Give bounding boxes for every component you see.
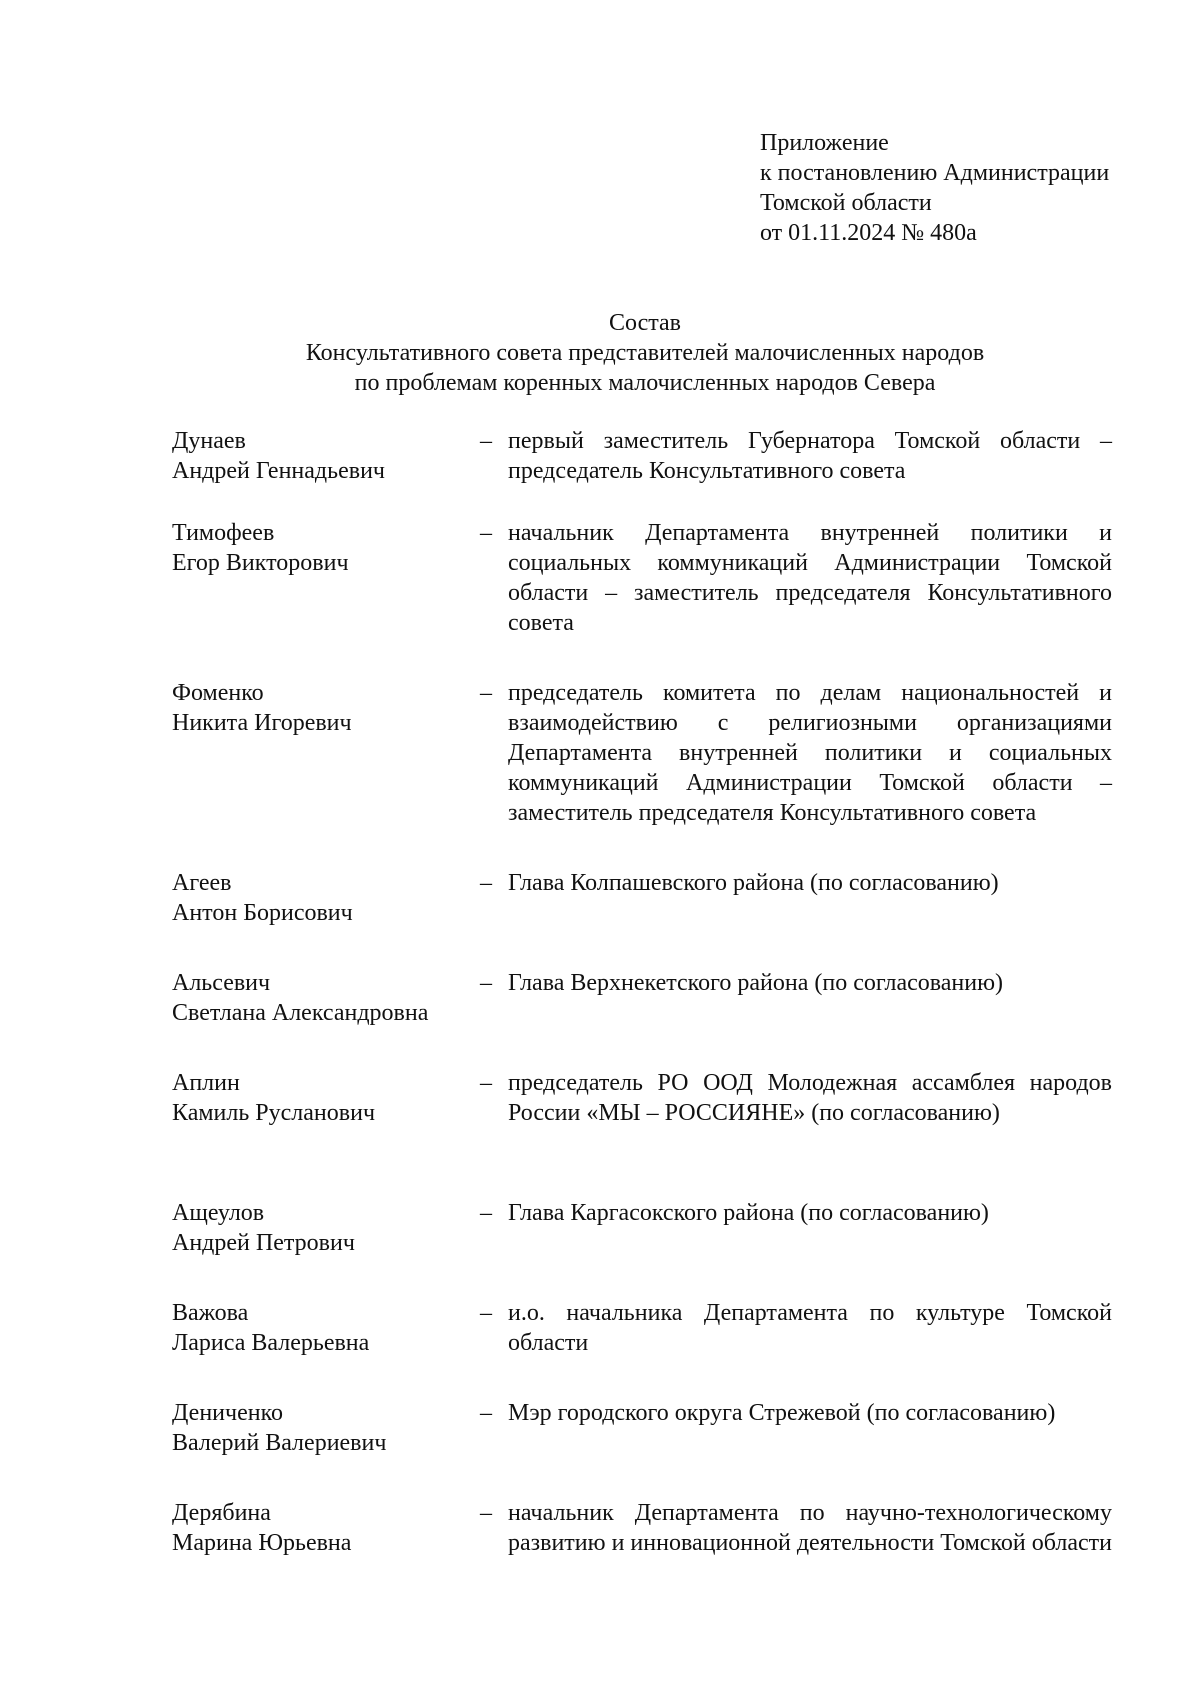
member-given-names: Антон Борисович <box>172 900 353 926</box>
member-position: начальник Департамента по научно-технологическому развитию и инновационной деятельности Томской области <box>508 1500 1112 1556</box>
title-line: по проблемам коренных малочисленных народов Севера <box>354 370 936 396</box>
member-name <box>172 868 480 928</box>
member-entry <box>172 518 1112 678</box>
member-entry <box>172 968 1112 1068</box>
title-line: Состав <box>608 310 682 336</box>
member-surname: Дениченко <box>172 1400 284 1426</box>
member-name <box>172 1498 480 1558</box>
member-dash: – <box>480 520 492 546</box>
member-surname: Тимофеев <box>172 520 275 546</box>
member-position: первый заместитель Губернатора Томской области – председатель Консультативного совета <box>508 428 1112 484</box>
member-entry <box>172 1298 1112 1398</box>
member-name <box>172 968 480 1028</box>
member-surname: Важова <box>172 1300 249 1326</box>
member-surname: Дунаев <box>172 428 246 454</box>
member-position: председатель комитета по делам национальностей и взаимодействию с религиозными организациями Департамента внутренней политики и социальных коммуникаций Администрации Томской области – заместитель председателя Консультативного совета <box>508 680 1112 826</box>
appendix-line: к постановлению Администрации <box>760 160 1110 186</box>
member-position: Глава Колпашевского района (по согласованию) <box>508 870 999 896</box>
member-dash: – <box>480 970 492 996</box>
member-given-names: Андрей Геннадьевич <box>172 458 385 484</box>
member-entry <box>172 1198 1112 1298</box>
member-position: и.о. начальника Департамента по культуре Томской области <box>508 1300 1112 1356</box>
member-dash: – <box>480 870 492 896</box>
member-surname: Фоменко <box>172 680 264 706</box>
member-name <box>172 678 480 738</box>
member-dash: – <box>480 1200 492 1226</box>
member-entry <box>172 1068 1112 1198</box>
appendix-block <box>760 128 1180 248</box>
member-position: Мэр городского округа Стрежевой (по согласованию) <box>508 1400 1056 1426</box>
member-given-names: Лариса Валерьевна <box>172 1330 370 1356</box>
document-title <box>150 308 1140 398</box>
member-position: Глава Верхнекетского района (по согласованию) <box>508 970 1004 996</box>
member-entry <box>172 678 1112 868</box>
member-surname: Альсевич <box>172 970 271 996</box>
member-position: начальник Департамента внутренней политики и социальных коммуникаций Администрации Томской области – заместитель председателя Консультативного совета <box>508 520 1112 636</box>
member-dash: – <box>480 1300 492 1326</box>
member-dash: – <box>480 1400 492 1426</box>
members-list <box>172 426 1112 1598</box>
member-name <box>172 1398 480 1458</box>
member-given-names: Камиль Русланович <box>172 1100 376 1126</box>
member-given-names: Андрей Петрович <box>172 1230 355 1256</box>
appendix-line: Приложение <box>760 130 889 156</box>
member-surname: Дерябина <box>172 1500 271 1526</box>
member-given-names: Егор Викторович <box>172 550 349 576</box>
member-position: Глава Каргасокского района (по согласованию) <box>508 1200 989 1226</box>
appendix-line: Томской области <box>760 190 932 216</box>
member-given-names: Светлана Александровна <box>172 1000 429 1026</box>
member-name <box>172 426 480 486</box>
member-name <box>172 518 480 578</box>
member-dash: – <box>480 1070 492 1096</box>
member-name <box>172 1298 480 1358</box>
member-dash: – <box>480 1500 492 1526</box>
member-name <box>172 1198 480 1258</box>
member-given-names: Валерий Валериевич <box>172 1430 387 1456</box>
member-dash: – <box>480 680 492 706</box>
member-given-names: Марина Юрьевна <box>172 1530 352 1556</box>
appendix-date-number: от 01.11.2024 № 480а <box>760 220 977 246</box>
member-entry <box>172 1398 1112 1498</box>
member-surname: Агеев <box>172 870 232 896</box>
title-line: Консультативного совета представителей малочисленных народов <box>305 340 985 366</box>
member-dash: – <box>480 428 492 454</box>
member-name <box>172 1068 480 1128</box>
member-entry <box>172 1498 1112 1598</box>
member-entry <box>172 868 1112 968</box>
member-surname: Аплин <box>172 1070 240 1096</box>
member-position: председатель РО ООД Молодежная ассамблея народов России «МЫ – РОССИЯНЕ» (по согласованию) <box>508 1070 1112 1126</box>
member-given-names: Никита Игоревич <box>172 710 352 736</box>
member-surname: Ащеулов <box>172 1200 265 1226</box>
member-entry <box>172 426 1112 518</box>
